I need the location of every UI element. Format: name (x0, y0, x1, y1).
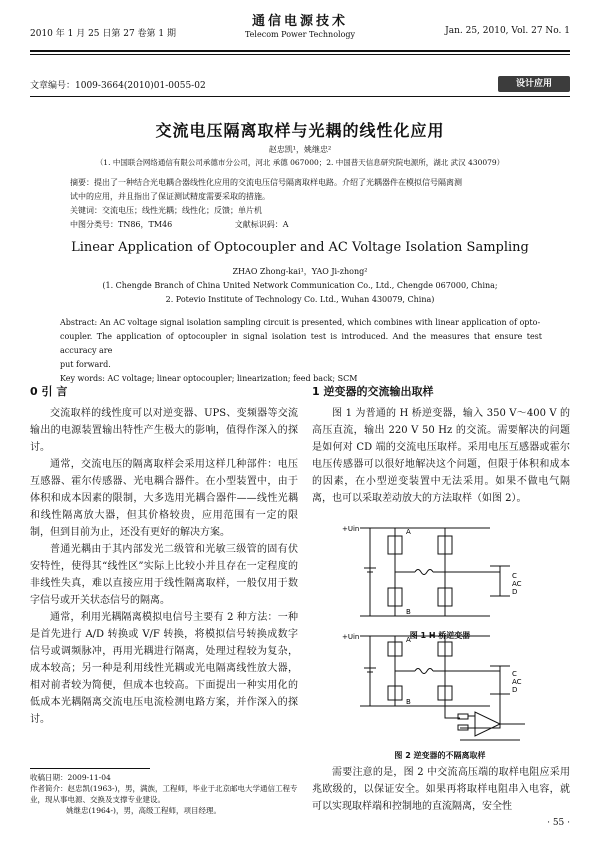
abstract-cn (70, 176, 540, 232)
label-a: A (406, 528, 411, 536)
issue-info: 2010 年 1 月 25 日第 27 卷第 1 期 (30, 29, 177, 39)
label-d-2: D (512, 686, 518, 694)
paragraph: 通常，利用光耦隔离模拟电信号主要有 2 种方法：一种是首先进行 A/D 转换或 V/F 转换，将模拟信号转换成数字信号或调频脉冲，再用光耦进行隔离，处理过程较为复杂，成本较高；另一种是利用线性光耦或光电隔离线性放大器，相对前者较为简便，但成本也较高。下面提出一种实用化的低成本光耦隔离交流电压电流检测电路方案，并作深入的探讨。 (30, 612, 298, 725)
label-b: B (406, 608, 411, 616)
document-code: 文献标识码：A (234, 220, 289, 229)
keywords-en: Key words: AC voltage; linear optocoupler; linearization; feed back; SCM (60, 374, 358, 383)
authors-cn: 赵忠凯¹，姚继忠² (268, 145, 332, 154)
received-date: 收稿日期：2009-11-04 (30, 773, 111, 782)
h-bridge-diagram (340, 516, 540, 626)
figure-1-caption: 图 1 H 桥逆变器 (409, 631, 471, 640)
label-b-2: B (406, 698, 411, 706)
author-bio-1: 作者简介：赵忠凯(1963-)，男，满族，工程师，毕业于北京邮电大学通信工程专业，现从事电源、交换及支撑专业建设。 (30, 784, 298, 804)
abstract-en-line2: coupler. The application of optocoupler in signal isolation test is introduced. And the measures that ensure test accuracy are (60, 332, 542, 355)
sampling-diagram (340, 628, 540, 746)
label-d: D (512, 588, 518, 596)
author-bio-2: 姚继忠(1964-)，男，高级工程师，项目经理。 (66, 806, 221, 815)
running-header (30, 8, 570, 48)
header-rule-thin (30, 54, 570, 55)
journal-title-en: Telecom Power Technology (244, 30, 356, 39)
affiliation-en-1: (1. Chengde Branch of China United Network Communication Co., Ltd., Chengde 067000, China; (102, 281, 498, 290)
section-1-heading: 1 逆变器的交流输出取样 (312, 385, 434, 398)
label-uin-2: +Uin (342, 633, 360, 641)
label-uin: +Uin (342, 525, 360, 533)
page-number: · 55 · (547, 818, 570, 828)
paragraph: 需要注意的是，图 2 中交流高压端的取样电阻应采用兆欧级的，以保证安全。如果再将取样电阻串入电容，就可以实现取样端和控制地的直流隔离，安全性 (312, 767, 570, 812)
figure-2 (340, 628, 540, 761)
paragraph: 交流取样的线性度可以对逆变器、UPS、变频器等交流输出的电源装置输出特性产生极大的影响，值得作深入的探讨。 (30, 408, 298, 453)
paragraph: 普通光耦由于其内部发光二级管和光敏三级管的固有伏安特性，使得其“线性区”实际上比较小并且存在一定程度的非线性失真，难以直接应用于线性隔离取样，一般仅用于数字信号或开关状态信号的隔离。 (30, 544, 298, 606)
label-c: C (512, 572, 517, 580)
category-badge: 设计应用 (498, 76, 570, 92)
paragraph: 图 1 为普通的 H 桥逆变器，输入 350 V～400 V 的高压直流，输出 220 V 50 Hz 的交流。需要解决的问题是如何对 CD 端的交流电压取样。采用电压互感器或霍尔电压传感器可以很好地解决这个问题，但限于体积和成本的因素，在小型逆变装置中无法采用。如果不做电气隔离，也可以采取差动放大的方法取样（如图 2）。 (312, 408, 570, 504)
right-column (312, 405, 570, 507)
abstract-en-line3: put forward. (60, 360, 111, 369)
footnote-rule (30, 768, 150, 769)
header-rule (30, 50, 570, 52)
right-column-tail (312, 764, 570, 815)
abstract-en (60, 316, 542, 386)
journal-title: 通信电源技术 (251, 14, 348, 29)
footnotes (30, 772, 300, 816)
issue-info-en: Jan. 25, 2010, Vol. 27 No. 1 (445, 26, 570, 36)
label-c-2: C (512, 670, 517, 678)
abstract-cn-line2: 试中的应用，并且指出了保证测试精度需要采取的措施。 (70, 192, 270, 201)
label-ac-2: AC (512, 678, 522, 686)
section-0-heading: 0 引 言 (30, 385, 68, 398)
abstract-cn-line1: 摘要：提出了一种结合光电耦合器线性化应用的交流电压信号隔离取样电路。介绍了光耦器件在模拟信号隔离测 (70, 178, 462, 187)
figure-2-caption: 图 2 逆变器的不隔离取样 (394, 751, 486, 760)
authors-en: ZHAO Zhong-kai¹，YAO Ji-zhong² (232, 267, 368, 276)
affiliation-en-2: 2. Potevio Institute of Technology Co. Ltd., Wuhan 430079, China) (165, 295, 435, 304)
clc-number: 中图分类号：TN86，TM46 (70, 220, 173, 229)
paragraph: 通常，交流电压的隔离取样会采用这样几种部件：电压互感器、霍尔传感器、光电耦合器件。在小型装置中，由于体积和成本因素的限制，大多选用光耦合器件——线性光耦和线性隔离放大器，但其价格较贵，应用范围有一定的限制，但到目前为止，还没有更好的解决方案。 (30, 459, 298, 538)
paper-title-en: Linear Application of Optocoupler and AC Voltage Isolation Sampling (71, 240, 529, 255)
divider (30, 96, 570, 97)
affiliation-cn: （1. 中国联合网络通信有限公司承德市分公司，河北 承德 067000；2. 中国普天信息研究院电源所，湖北 武汉 430079） (95, 158, 505, 167)
paper-title: 交流电压隔离取样与光耦的线性化应用 (155, 121, 445, 140)
label-a-2: A (406, 636, 411, 644)
figure-1 (340, 516, 540, 641)
abstract-en-line1: Abstract: An AC voltage signal isolation sampling circuit is presented, which combines with linear application of opto- (60, 318, 541, 327)
keywords-cn: 关键词：交流电压；线性光耦；线性化；反馈；单片机 (70, 206, 262, 215)
article-number: 文章编号：1009-3664(2010)01-0055-02 (30, 81, 206, 91)
left-column (30, 405, 298, 728)
label-ac: AC (512, 580, 522, 588)
